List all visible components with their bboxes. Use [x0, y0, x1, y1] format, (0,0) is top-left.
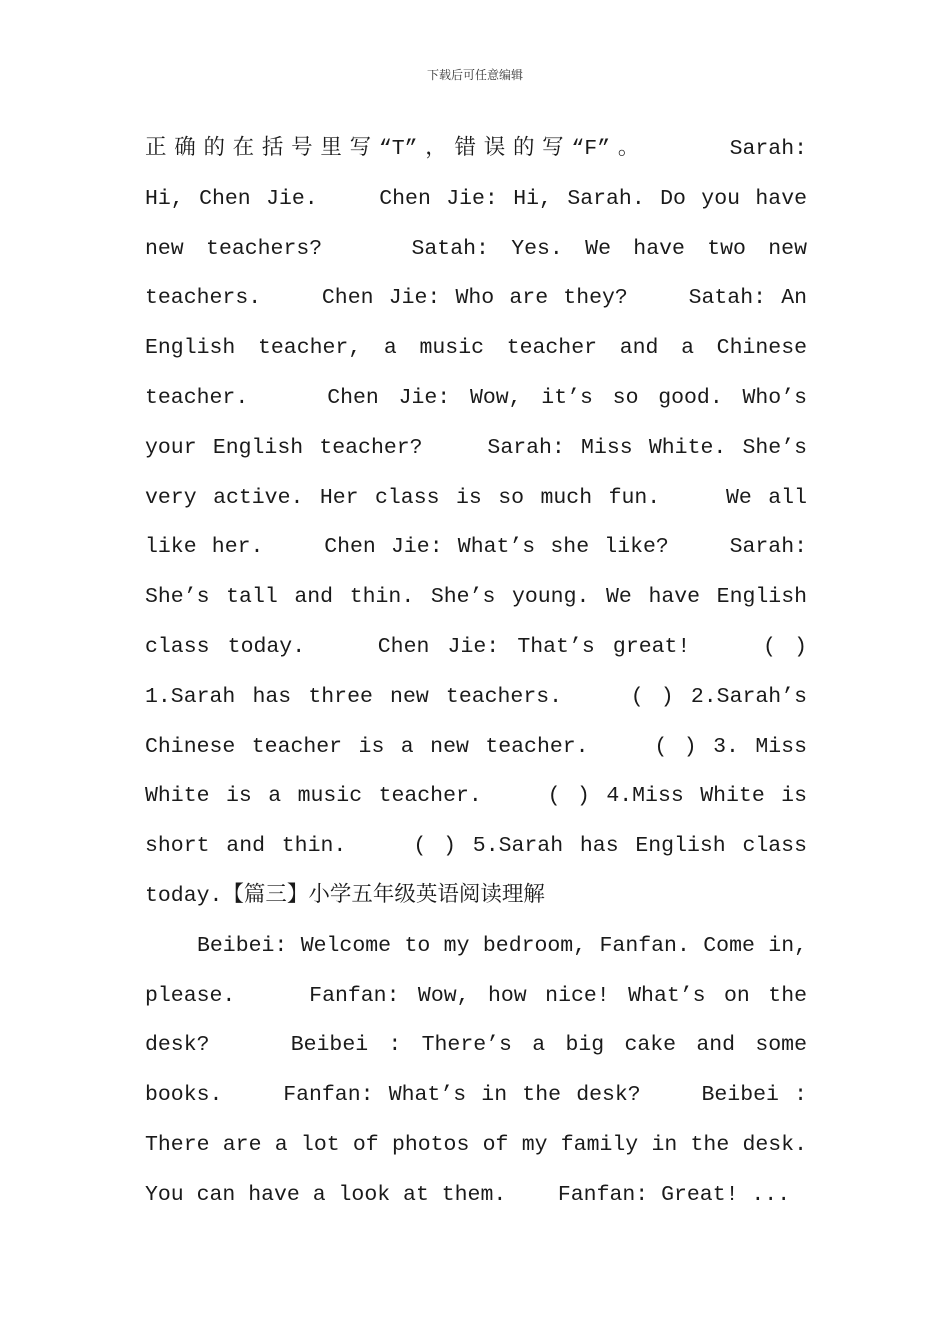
text-line: very active. Her class is so much fun. We all	[145, 485, 807, 510]
text-line: English teacher, a music teacher and a Chinese	[145, 336, 807, 361]
text-line: desk? Beibei : There’s a big cake and some	[145, 1033, 807, 1058]
text-line: Chinese teacher is a new teacher. ( ) 3. Miss	[145, 734, 807, 759]
text-line: You can have a look at them. Fanfan: Great! ...	[145, 1182, 791, 1207]
text-line: class today. Chen Jie: That’s great! ( )	[145, 634, 807, 659]
text-line: new teachers? Satah: Yes. We have two new	[145, 236, 807, 261]
text-line: your English teacher? Sarah: Miss White. She’s	[145, 435, 807, 460]
text-line: Hi, Chen Jie. Chen Jie: Hi, Sarah. Do you have	[145, 186, 807, 211]
text-line: short and thin. ( ) 5.Sarah has English class	[145, 834, 807, 859]
text-line: There are a lot of photos of my family in the desk.	[145, 1132, 807, 1157]
section-heading-line: today.【篇三】小学五年级英语阅读理解	[145, 883, 545, 908]
text-line: teacher. Chen Jie: Wow, it’s so good. Who’s	[145, 385, 807, 410]
document-body	[145, 125, 807, 1221]
page-header: 下载后可任意编辑	[426, 68, 523, 82]
text-line: 正确的在括号里写“T”，错误的写“F”。 Sarah:	[145, 137, 807, 161]
text-line: 1.Sarah has three new teachers. ( ) 2.Sarah’s	[145, 684, 807, 709]
text-line: please. Fanfan: Wow, how nice! What’s on the	[145, 983, 807, 1008]
text-line: teachers. Chen Jie: Who are they? Satah: An	[145, 286, 807, 311]
text-line: She’s tall and thin. She’s young. We have English	[145, 585, 807, 610]
text-line: books. Fanfan: What’s in the desk? Beibei :	[145, 1083, 807, 1108]
text-line: White is a music teacher. ( ) 4.Miss White is	[145, 784, 807, 809]
text-line: like her. Chen Jie: What’s she like? Sarah:	[145, 535, 807, 560]
text-line: Beibei: Welcome to my bedroom, Fanfan. Come in,	[197, 933, 807, 958]
